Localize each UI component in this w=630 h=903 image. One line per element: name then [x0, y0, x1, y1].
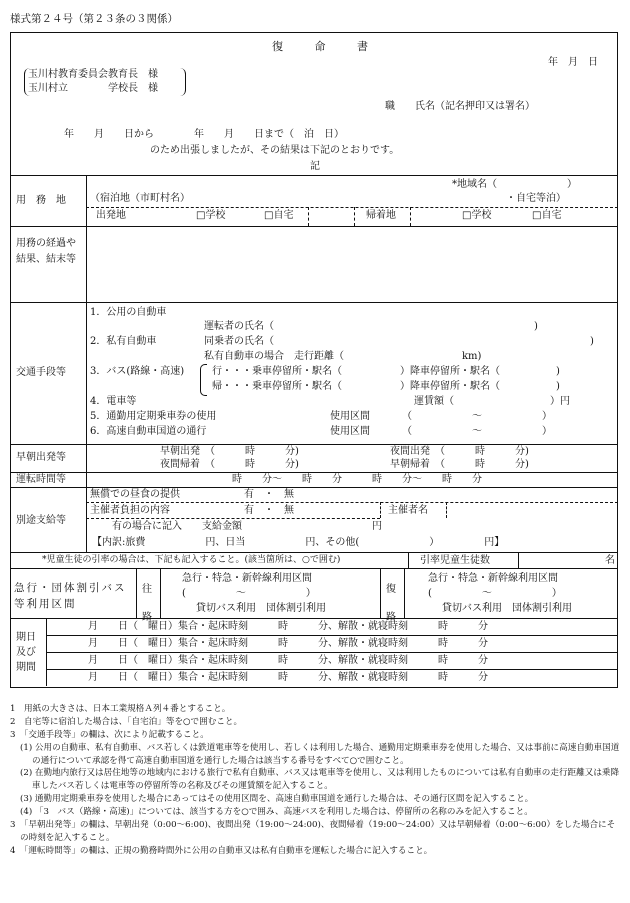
bus-bracket — [200, 364, 207, 396]
express-go-line3[interactable]: 貸切バス利用 団体割引利用 — [196, 603, 326, 614]
expressway-section-field[interactable]: （ ～ ） — [402, 426, 552, 437]
fare-field[interactable]: 運賃額（ — [414, 396, 454, 407]
express-return-label: 復路 — [386, 584, 396, 623]
express-go-line1[interactable]: 急行・特急・新幹線利用区間 — [182, 573, 312, 584]
expressway-section-label: 使用区間 — [330, 426, 370, 437]
period-line: 年 月 日から 年 月 日まで（ 泊 日） — [64, 129, 344, 140]
depart-school-checkbox[interactable]: □学校 — [196, 210, 226, 221]
addressee-education: 玉川村教育委員会教育長 様 — [28, 69, 158, 80]
transport-label: 交通手段等 — [16, 367, 66, 378]
passenger-name-field[interactable]: 同乗者の氏名（ — [204, 336, 274, 347]
early-depart-field[interactable]: 早朝出発 （ 時 分) — [160, 446, 299, 457]
note-1: 1 用紙の大きさは、日本工業規格Ａ列４番とすること。 — [10, 704, 231, 714]
students-count-unit: 名 — [605, 555, 615, 566]
lodging-field[interactable]: （宿泊地（市町村名） — [90, 193, 190, 204]
note-3-1: (1) 公用の自動車、私有自動車、バス若しくは鉄道電車等を使用し、若しくは利用した場合、通勤用定期乗車券を使用した場合、又は事前に高速自動車国道の通行について承認を得て高速自動車国道を通行した場合は該当する番号をすべて○で囲むこと。 — [20, 742, 620, 766]
organizer-field[interactable] — [448, 503, 616, 517]
depart-label: 出発地 — [96, 210, 126, 221]
keika-label: 用務の経過や結果、結末等 — [16, 238, 76, 265]
area-name-field[interactable]: *地域名（ ） — [452, 179, 577, 190]
transport-expressway[interactable]: 6．高速自動車国道の通行 — [90, 426, 207, 437]
schedule-label: 期日及び期間 — [16, 632, 36, 673]
note-3-2: (2) 在勤地内旅行又は居住地等の地域内における旅行で私有自動車、バス又は電車等を使用し、又は利用したものについては私有自動車の走行距離又は乗降車したバス若しくは電車等の停留所等の名称及びその運賃額を記入すること。 — [20, 768, 620, 792]
burden-options[interactable]: 有 ・ 無 — [244, 505, 294, 516]
passenger-close: ) — [590, 336, 594, 347]
express-go-line2[interactable]: ( ～ ） — [182, 588, 316, 599]
keika-field[interactable] — [87, 227, 617, 301]
youmu-label: 用 務 地 — [16, 195, 66, 206]
commuter-section-label: 使用区間 — [330, 411, 370, 422]
organizer-label: 主催者名 — [388, 505, 428, 516]
notes-section — [10, 703, 622, 858]
meal-label: 無償での昼食の提供 — [90, 489, 180, 500]
depart-home-checkbox[interactable]: □自宅 — [264, 210, 294, 221]
report-date: 年 月 日 — [548, 57, 598, 68]
express-return-line1[interactable]: 急行・特急・新幹線利用区間 — [428, 573, 558, 584]
bus-go-board-field[interactable]: 行・・・乗車停留所・駅名（ — [212, 366, 342, 377]
bus-back-alight-field[interactable]: ）降車停留所・駅名（ — [400, 381, 500, 392]
bus-go-close: ) — [556, 366, 560, 377]
note-2: 2 自宅等に宿泊した場合は、「自宅泊」等を○で囲むこと。 — [10, 716, 243, 727]
note-3-4: (4) 「3 バス（路線・高速)」については、該当する方を○で囲み、高速バスを利用した場合は、停留所の名称のみを記入すること。 — [20, 807, 533, 818]
express-label: 急行・団体割引バス等利用区間 — [14, 582, 127, 610]
note-driving: 4 「運転時間等」の欄は、正規の勤務時間外に公用の自動車又は私有自動車を運転した場合に記入すること。 — [10, 845, 433, 856]
arrive-school-checkbox[interactable]: □学校 — [462, 210, 492, 221]
transport-official-car[interactable]: 1．公用の自動車 — [90, 307, 167, 318]
burden-label: 主催者負担の内容 — [90, 505, 170, 516]
driving-label: 運転時間等 — [16, 474, 66, 485]
late-return-field[interactable]: 夜間帰着 （ 時 分) — [160, 459, 299, 470]
amount-field[interactable]: 有の場合に記入 支給金額 — [112, 521, 242, 532]
form-title: 復 命 書 — [272, 40, 382, 53]
home-lodging-option[interactable]: ・自宅等泊） — [506, 193, 566, 204]
distance-unit: km) — [462, 351, 482, 362]
signature-line: 職 氏名（記名押印又は署名） — [385, 101, 535, 112]
note-3: 3 「交通手段等」の欄は、次により記載すること。 — [10, 729, 209, 740]
addressee-school: 玉川村立 学校長 様 — [28, 83, 158, 94]
driver-name-field[interactable]: 運転者の氏名（ — [204, 321, 274, 332]
breakdown-field[interactable]: 【内訳:旅費 円、日当 円、その他( ） 円】 — [92, 537, 505, 548]
note-3-3: (3) 通勤用定期乗車券を使用した場合にあってはその使用区間を、高速自動車国道を通行した場合は、その通行区間を記入すること。 — [20, 794, 534, 805]
bus-back-board-field[interactable]: 帰・・・乗車停留所・駅名（ — [212, 381, 342, 392]
fare-unit: ）円 — [550, 396, 570, 407]
form-number: 様式第２４号（第２３条の３関係） — [10, 13, 178, 25]
late-depart-field[interactable]: 夜間出発 （ 時 分) — [390, 446, 529, 457]
driver-close: ) — [534, 321, 538, 332]
transport-private-car[interactable]: 2．私有自動車 — [90, 336, 157, 347]
early-label: 早朝出発等 — [16, 452, 66, 463]
early-return-field[interactable]: 早朝帰着 （ 時 分) — [390, 459, 529, 470]
transport-commuter-pass[interactable]: 5．通勤用定期乗車券の使用 — [90, 411, 217, 422]
schedule-row-2[interactable]: 月 日（ 曜日）集合・起床時刻 時 分、解散・就寝時刻 時 分 — [88, 638, 488, 649]
transport-train[interactable]: 4．電車等 — [90, 396, 137, 407]
students-count-label: 引率児童生徒数 — [420, 555, 490, 566]
arrive-label: 帰着地 — [366, 210, 396, 221]
students-note: *児童生徒の引率の場合は、下記も記入すること。(該当箇所は、○で囲む) — [42, 555, 341, 565]
ki-label: 記 — [310, 161, 320, 172]
bus-go-alight-field[interactable]: ）降車停留所・駅名（ — [400, 366, 500, 377]
result-line: のため出張しましたが、その結果は下記のとおりです。 — [150, 145, 400, 156]
transport-bus[interactable]: 3．バス(路線・高速) — [90, 366, 185, 377]
meal-options[interactable]: 有 ・ 無 — [244, 489, 294, 500]
note-early: 3 「早朝出発等」の欄は、早朝出発（0:00～6:00)、夜間出発（19:00～24:00)、夜間帰着（19:00～24:00）又は早朝帰着（0:00～6:00）をした場合にその時刻を記入すること。 — [10, 820, 616, 843]
distance-field[interactable]: 私有自動車の場合 走行距離（ — [204, 351, 344, 362]
schedule-row-1[interactable]: 月 日（ 曜日）集合・起床時刻 時 分、解散・就寝時刻 時 分 — [88, 621, 488, 632]
schedule-row-3[interactable]: 月 日（ 曜日）集合・起床時刻 時 分、解散・就寝時刻 時 分 — [88, 655, 488, 666]
betto-label: 別途支給等 — [16, 515, 66, 526]
schedule-row-4[interactable]: 月 日（ 曜日）集合・起床時刻 時 分、解散・就寝時刻 時 分 — [88, 672, 488, 683]
express-go-label: 往路 — [142, 584, 152, 623]
bus-back-close: ) — [556, 381, 560, 392]
amount-unit: 円 — [372, 521, 382, 532]
express-return-line3[interactable]: 貸切バス利用 団体割引利用 — [442, 603, 572, 614]
commuter-section-field[interactable]: （ ～ ） — [402, 411, 552, 422]
driving-time-field[interactable]: 時 分～ 時 分 時 分～ 時 分 — [232, 474, 482, 485]
arrive-home-checkbox[interactable]: □自宅 — [532, 210, 562, 221]
express-return-line2[interactable]: ( ～ ） — [428, 588, 562, 599]
